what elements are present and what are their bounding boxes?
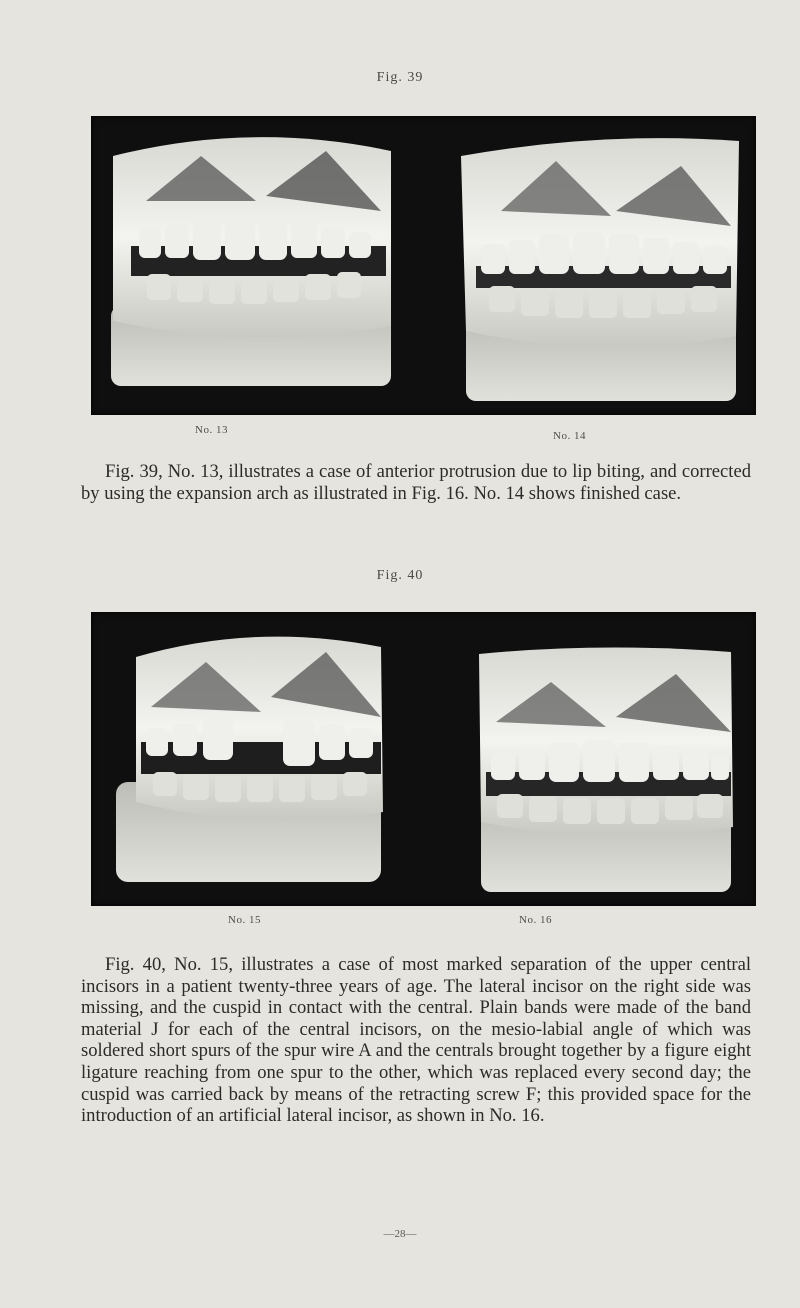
caption-no-13: No. 13	[195, 424, 228, 436]
model-no-15-image	[116, 637, 383, 882]
figure-39-photographs	[91, 116, 756, 415]
figure-40-description: Fig. 40, No. 15, illustrates a case of most marked separation of the upper central incisors in a patient twenty-three years of age. The lateral incisor on the right side was missing, and the cuspid in contact with the central. Plain bands were made of the band material J for each of the central incisors, on the mesio-labial angle of which was soldered short spurs of the spur wire A and the centrals brought together by a figure eight ligature reaching from one spur to the other, which was replaced every second day; the cuspid was carried back by means of the retracting screw F; this provided space for the introduction of an artificial lateral incisor, as shown in No. 16.	[81, 954, 751, 1127]
figure-40-photographs	[91, 612, 756, 906]
model-no-14-image	[461, 138, 739, 401]
model-no-16-image	[479, 647, 733, 892]
figure-39-label: Fig. 39	[376, 70, 424, 85]
page-number: —28—	[383, 1228, 417, 1240]
caption-no-14: No. 14	[553, 430, 586, 442]
figure-40-photo-plate	[91, 612, 756, 906]
caption-no-16: No. 16	[519, 914, 552, 926]
caption-no-15: No. 15	[228, 914, 261, 926]
figure-39-photo-plate	[91, 116, 756, 415]
figure-39-description: Fig. 39, No. 13, illustrates a case of anterior protrusion due to lip biting, and corrected by using the expansion arch as illustrated in Fig. 16. No. 14 shows finished case.	[81, 461, 751, 504]
figure-40-label: Fig. 40	[376, 568, 424, 583]
model-no-13-image	[111, 137, 391, 386]
